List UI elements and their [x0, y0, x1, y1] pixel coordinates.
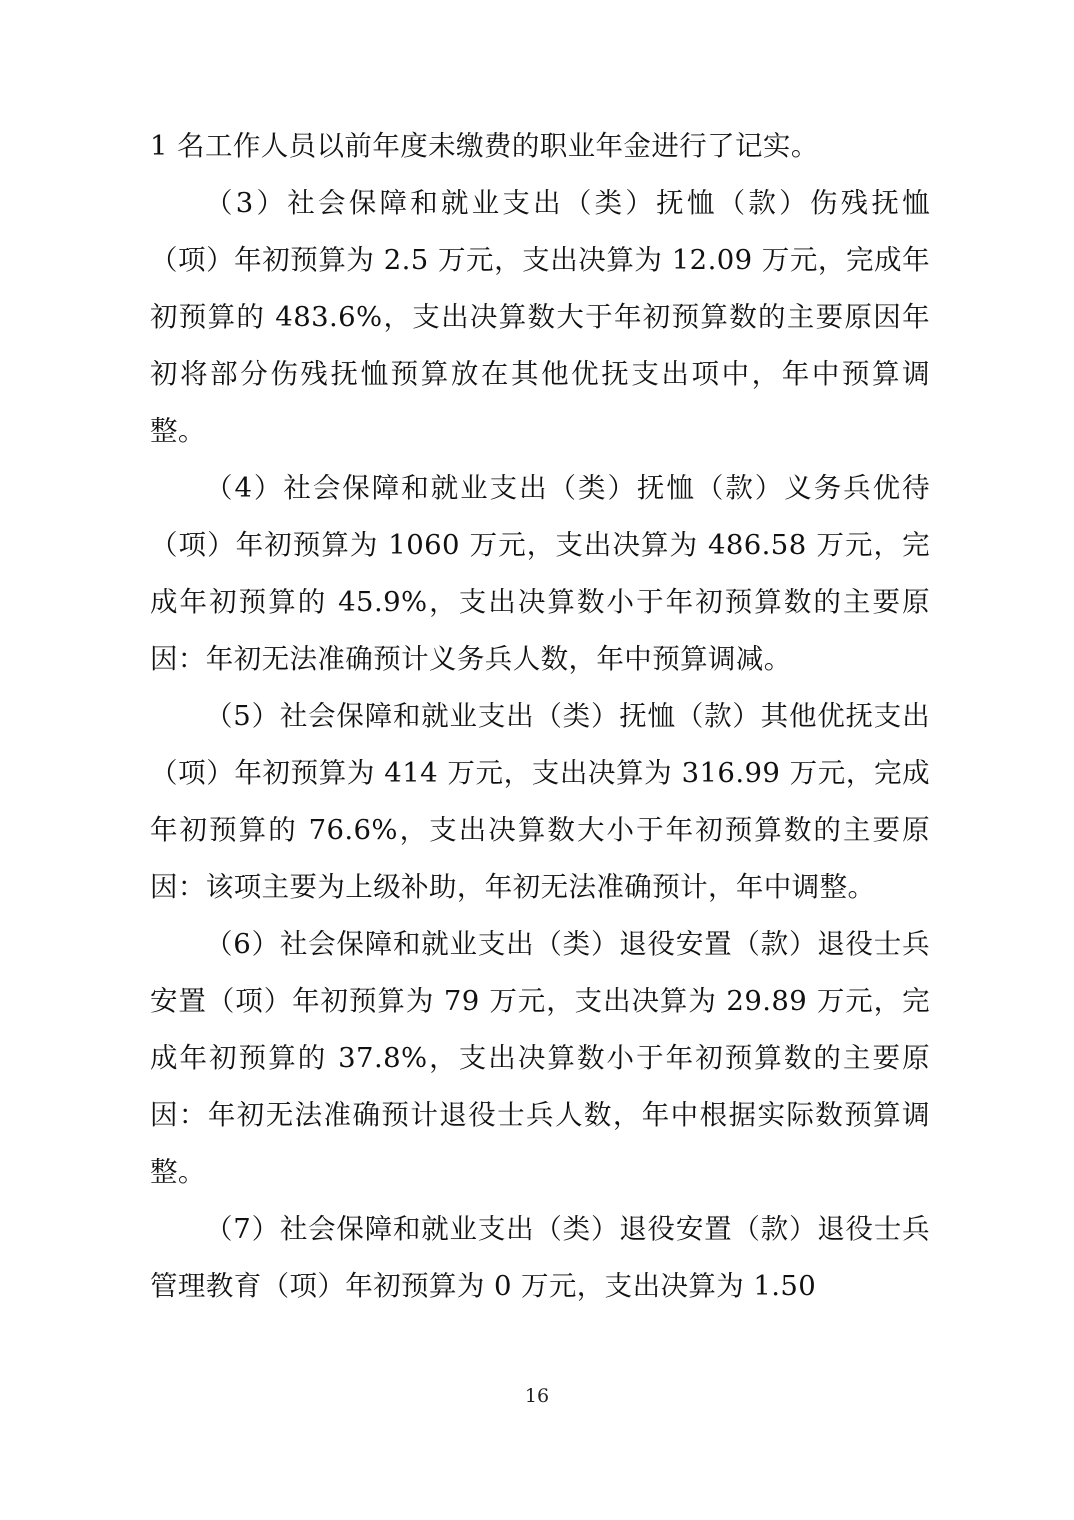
- paragraph-continuation: 1 名工作人员以前年度未缴费的职业年金进行了记实。: [150, 130, 819, 162]
- page-number: 16: [524, 1385, 550, 1407]
- paragraph-item-6: （6）社会保障和就业支出（类）退役安置（款）退役士兵安置（项）年初预算为 79 万元，支出决算为 29.89 万元，完成年初预算的 37.8%，支出决算数小于年初预算数的主要原因：年初无法准确预计退役士兵人数，年中根据实际数预算调整。: [150, 928, 930, 1188]
- paragraph-item-7: （7）社会保障和就业支出（类）退役安置（款）退役士兵管理教育（项）年初预算为 0 万元，支出决算为 1.50: [150, 1213, 930, 1302]
- paragraph-item-4: （4）社会保障和就业支出（类）抚恤（款）义务兵优待（项）年初预算为 1060 万元，支出决算为 486.58 万元，完成年初预算的 45.9%，支出决算数小于年初预算数的主要原因：年初无法准确预计义务兵人数，年中预算调减。: [150, 472, 930, 675]
- page-body: [150, 118, 930, 1315]
- paragraph-item-3: （3）社会保障和就业支出（类）抚恤（款）伤残抚恤（项）年初预算为 2.5 万元，支出决算为 12.09 万元，完成年初预算的 483.6%，支出决算数大于年初预算数的主要原因年初将部分伤残抚恤预算放在其他优抚支出项中，年中预算调整。: [150, 187, 930, 447]
- paragraph-item-5: （5）社会保障和就业支出（类）抚恤（款）其他优抚支出（项）年初预算为 414 万元，支出决算为 316.99 万元，完成年初预算的 76.6%，支出决算数大小于年初预算数的主要原因：该项主要为上级补助，年初无法准确预计，年中调整。: [150, 700, 930, 903]
